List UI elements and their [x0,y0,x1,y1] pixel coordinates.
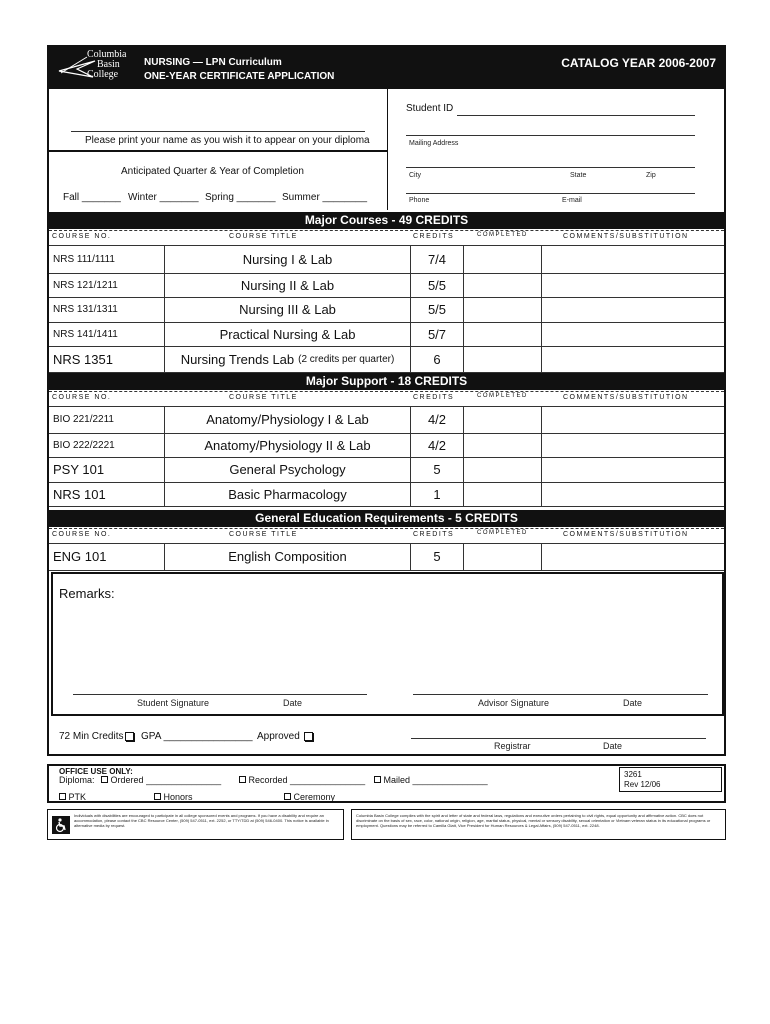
application-form [47,45,726,756]
col-credits: CREDITS [413,531,455,538]
course-credits: 5/5 [427,302,447,317]
mailing-label: Mailing Address [409,140,459,147]
disability-notice: Individuals with disabilities are encouraged to participate in all college sponsored events and programs. If you have a disability and require an accommodation, please contact the CBC Resource Center, (509) 547-0511, ext. 2252, or TTY/TDD at (509) 546-0400. This notice is available in alternative media by request. [74,813,329,828]
course-number: BIO 221/2211 [53,414,114,425]
mailing-line[interactable] [406,135,695,136]
completed-cell[interactable] [464,406,541,433]
course-credits: 5/5 [427,277,447,293]
col-comments: COMMENTS/SUBSTITUTION [563,233,689,240]
comments-cell[interactable] [542,322,724,346]
col-course-no: COURSE NO. [52,531,112,538]
course-title-text: Nursing II & Lab [240,277,335,293]
col-completed: COMPLETED [477,530,528,536]
course-row [49,322,724,347]
ceremony-label: Ceremony [293,792,336,802]
ptk-label: PTK [68,792,87,802]
col-credits: CREDITS [413,233,455,240]
course-title-text: Practical Nursing & Lab [219,326,356,342]
course-number: NRS 121/1211 [53,279,118,291]
course-title-text: Anatomy/Physiology I & Lab [206,412,369,427]
course-row [49,433,724,458]
completed-cell[interactable] [464,245,541,273]
form-revision: Rev 12/06 [624,780,661,789]
course-title [165,433,410,457]
col-course-no: COURSE NO. [52,233,112,240]
course-credits: 1 [433,486,441,502]
comments-cell[interactable] [542,297,724,322]
col-comments: COMMENTS/SUBSTITUTION [563,394,689,401]
course-row [49,346,724,373]
course-title-note: (2 credits per quarter) [298,353,395,365]
col-comments: COMMENTS/SUBSTITUTION [563,531,689,538]
course-row [49,543,724,571]
office-use-title: OFFICE USE ONLY: [59,767,133,776]
name-line[interactable] [71,131,365,132]
course-row [49,482,724,507]
completed-cell[interactable] [464,273,541,297]
course-number: NRS 131/1311 [53,304,118,315]
course-credits: 4/2 [427,412,447,427]
completed-cell[interactable] [464,322,541,346]
course-row [49,457,724,483]
approved-label: Approved [257,731,300,742]
student-date-label: Date [283,698,303,708]
approved-checkbox[interactable] [304,732,313,741]
remarks-label: Remarks: [59,586,115,601]
completed-cell[interactable] [464,543,541,570]
course-number: BIO 222/2221 [53,439,115,451]
ordered-field[interactable]: Ordered _______________ [110,775,222,785]
mailed-checkbox[interactable] [374,776,381,783]
winter-field[interactable]: Winter _______ [128,192,199,203]
course-title [165,346,410,372]
comments-cell[interactable] [542,482,724,506]
course-title [165,245,410,273]
course-credits: 4/2 [427,437,447,453]
city-label: City [409,172,422,179]
column-header [49,391,724,407]
advisor-date-label: Date [623,698,643,708]
course-title-text: English Composition [228,549,347,564]
student-id-label: Student ID [406,103,454,114]
completed-cell[interactable] [464,297,541,322]
ceremony-checkbox[interactable] [284,793,291,800]
fall-field[interactable]: Fall _______ [63,192,121,203]
ordered-checkbox[interactable] [101,776,108,783]
completed-cell[interactable] [464,433,541,457]
anticipated-label: Anticipated Quarter & Year of Completion [121,166,304,177]
course-credits: 5 [433,549,441,564]
registrar-line[interactable] [411,738,706,739]
gpa-field[interactable]: GPA ________________ [141,731,253,742]
course-number: NRS 1351 [53,351,113,367]
completion-box [49,151,388,210]
course-title [165,543,410,570]
recorded-checkbox[interactable] [239,776,246,783]
comments-cell[interactable] [542,245,724,273]
col-completed: COMPLETED [477,393,528,399]
catalog-year: CATALOG YEAR 2006-2007 [561,56,716,70]
course-title-text: Basic Pharmacology [228,486,347,502]
course-title [165,322,410,346]
logo-line1: Columbia [87,49,127,60]
form-number-box [619,767,722,792]
spring-field[interactable]: Spring _______ [205,192,276,203]
comments-cell[interactable] [542,433,724,457]
student-signature-label: Student Signature [137,698,210,708]
comments-cell[interactable] [542,346,724,372]
comments-cell[interactable] [542,457,724,482]
mailed-field[interactable]: Mailed _______________ [383,775,488,785]
email-label: E-mail [562,197,582,204]
phone-line[interactable] [406,193,695,194]
honors-label: Honors [163,792,193,802]
name-instruction: Please print your name as you wish it to appear on your diploma [85,135,370,146]
course-title-text: Nursing I & Lab [242,251,333,267]
recorded-field[interactable]: Recorded _______________ [248,775,366,785]
major-support-heading: Major Support - 18 CREDITS [49,373,724,390]
min-credits-checkbox[interactable] [125,732,134,741]
header-band [49,47,724,89]
advisor-signature-line[interactable] [413,694,708,695]
logo-line3: College [87,69,119,80]
course-title-text: Nursing Trends Lab [180,351,295,367]
course-title [165,406,410,433]
course-number: NRS 111/1111 [53,253,115,265]
honors-checkbox[interactable] [154,793,161,800]
course-title-text: Nursing III & Lab [239,302,336,317]
course-row [49,406,724,434]
course-credits: 6 [433,351,441,367]
major-courses-heading: Major Courses - 49 CREDITS [49,212,724,229]
course-title [165,273,410,297]
course-title-text: General Psychology [229,462,346,477]
completed-cell[interactable] [464,482,541,506]
ptk-checkbox[interactable] [59,793,66,800]
registrar-date-label: Date [603,741,623,751]
course-credits: 7/4 [427,251,447,267]
office-use-box [47,764,726,803]
zip-label: Zip [646,172,656,179]
col-course-title: COURSE TITLE [229,394,298,401]
course-number: PSY 101 [53,462,105,477]
form-subtitle: ONE-YEAR CERTIFICATE APPLICATION [144,71,335,82]
course-title [165,297,410,322]
course-credits: 5/7 [427,326,447,342]
wheelchair-icon [52,816,70,834]
form-title: NURSING — LPN Curriculum [144,57,282,68]
course-credits: 5 [433,462,441,477]
nondiscrimination-box [351,809,726,840]
col-course-title: COURSE TITLE [229,233,298,240]
summer-field[interactable]: Summer ________ [282,192,368,203]
name-box [49,89,388,151]
remarks-box[interactable] [51,572,724,716]
nondiscrimination-notice: Columbia Basin College complies with the spirit and letter of state and federal laws, regulations and executive orders pertaining to civil rights, equal opportunity and affirmative action. CBC does not discriminate on the basis of sex, race, color, national origin, religion, age, marital status, physical, mental or sensory disability, sexual orientation or Vietnam veteran status in its educational programs or employment. Questions may be referred to Camilla Glatt, Vice President for Human Resources & Legal Affairs, (509) 547-0511, ext. 2248. [356,813,711,828]
course-number: ENG 101 [53,549,107,564]
course-title-text: Anatomy/Physiology II & Lab [204,437,371,453]
comments-cell[interactable] [542,543,724,570]
column-header [49,230,724,246]
registrar-label: Registrar [494,741,531,751]
comments-cell[interactable] [542,273,724,297]
diploma-label: Diploma: [59,775,95,785]
column-header [49,528,724,544]
phone-label: Phone [409,197,430,204]
col-course-no: COURSE NO. [52,394,112,401]
student-id-line[interactable] [457,115,695,116]
course-row [49,245,724,274]
logo [57,50,137,86]
col-completed: COMPLETED [477,232,528,238]
gen-ed-heading: General Education Requirements - 5 CREDITS [49,510,724,527]
city-line[interactable] [406,167,695,168]
col-course-title: COURSE TITLE [229,531,298,538]
advisor-signature-label: Advisor Signature [478,698,550,708]
form-number: 3261 [624,770,642,779]
student-signature-line[interactable] [73,694,367,695]
min-credits-label: 72 Min Credits [59,731,124,742]
col-credits: CREDITS [413,394,455,401]
completed-cell[interactable] [464,457,541,482]
state-label: State [570,172,587,179]
logo-line2: Basin [97,59,120,70]
course-row [49,273,724,298]
course-row [49,297,724,323]
disability-notice-box [47,809,344,840]
course-number: NRS 141/1411 [53,328,118,340]
completed-cell[interactable] [464,346,541,372]
course-title [165,457,410,482]
course-title [165,482,410,506]
comments-cell[interactable] [542,406,724,433]
course-number: NRS 101 [53,486,106,502]
